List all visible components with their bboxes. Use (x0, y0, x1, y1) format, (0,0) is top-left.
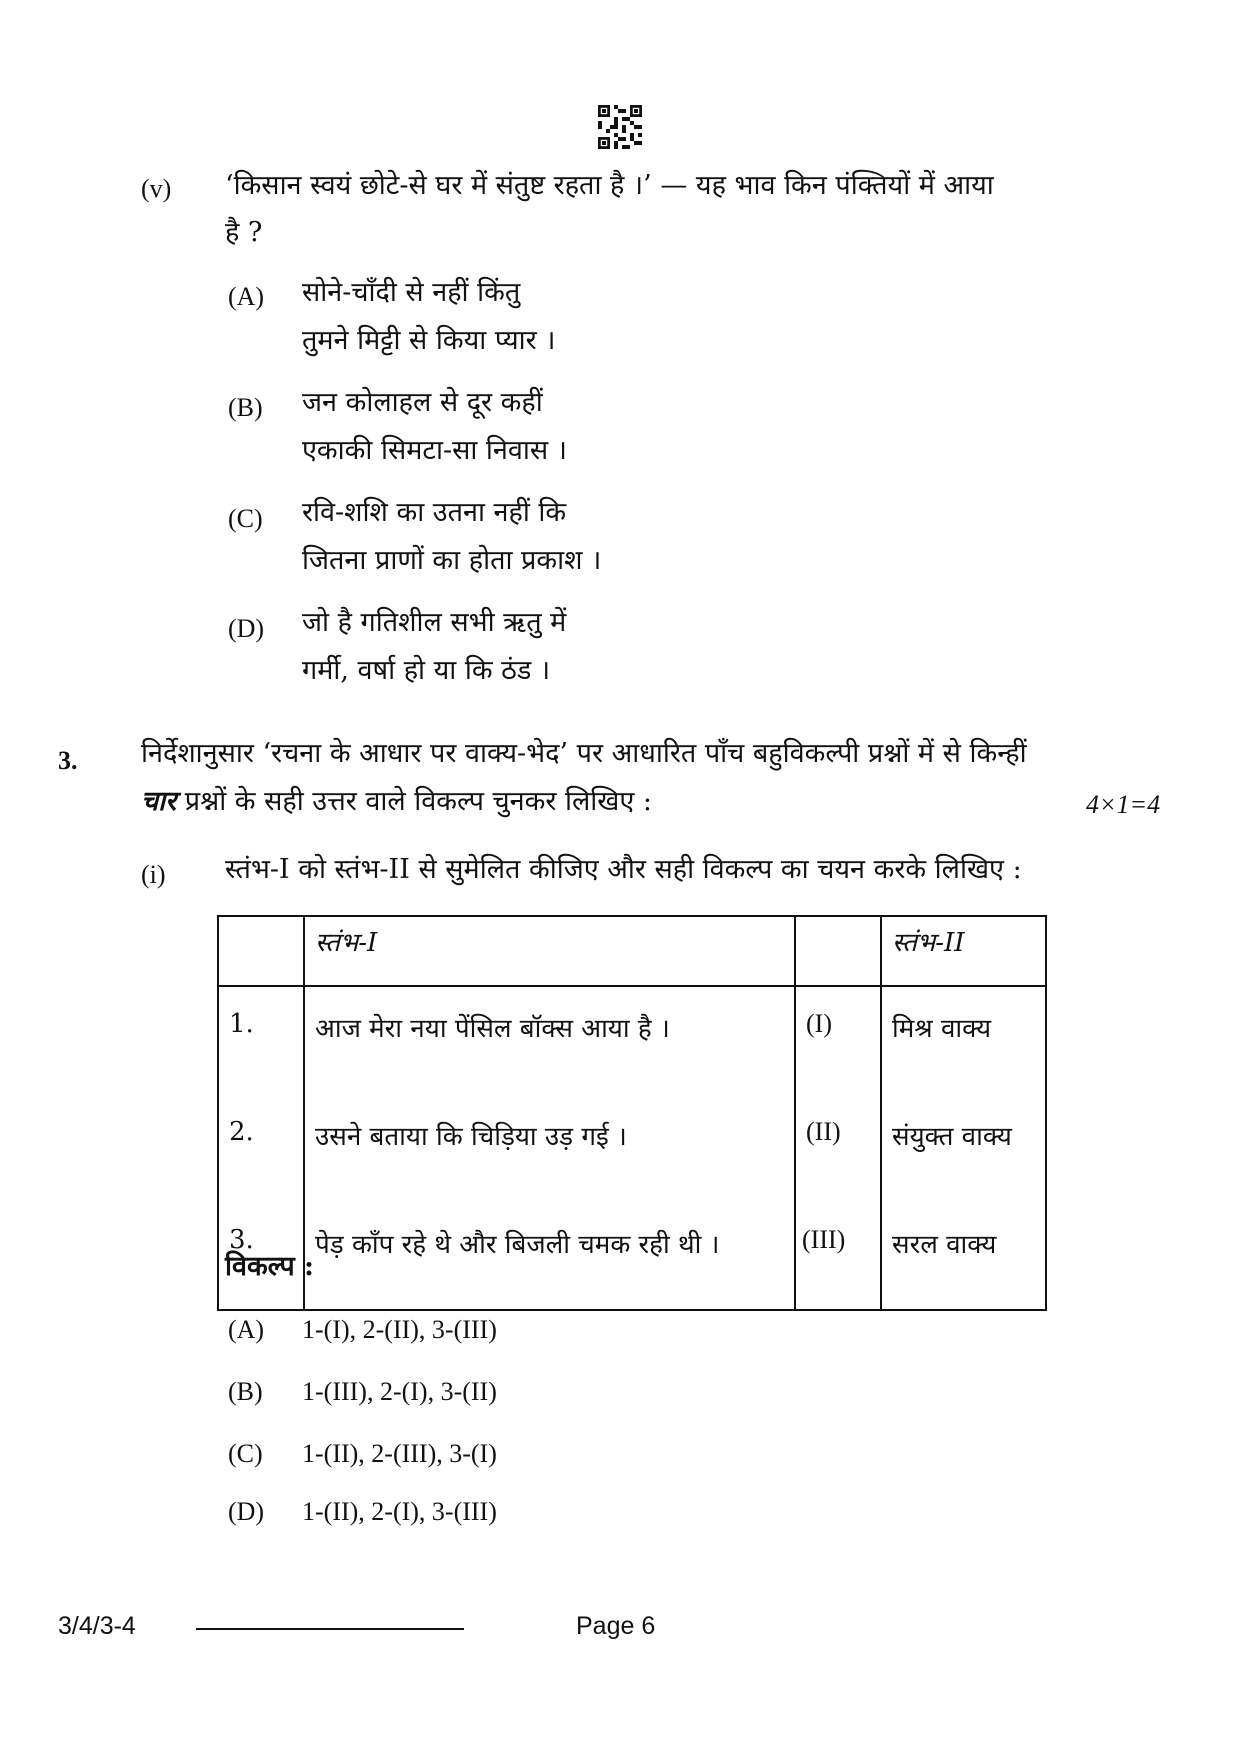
page-number: Page 6 (576, 1612, 656, 1640)
row-sentence: पेड़ काँप रहे थे और बिजली चमक रही थी । (304, 1203, 795, 1310)
option-text: 1-(I), 2-(II), 3-(III) (302, 1315, 497, 1344)
table-row (218, 986, 1046, 1095)
option-label: (B) (228, 393, 263, 422)
match-table (217, 915, 1047, 1311)
table-row (218, 1203, 1046, 1310)
question-i-number: (i) (141, 860, 166, 889)
option-text: 1-(II), 2-(III), 3-(I) (302, 1439, 497, 1468)
option-line: तुमने मिट्टी से किया प्यार । (302, 325, 556, 356)
option-line: गर्मी, वर्षा हो या कि ठंड । (302, 655, 551, 686)
option-text: 1-(II), 2-(I), 3-(III) (302, 1497, 497, 1526)
option-label: (A) (228, 1315, 265, 1344)
row-number: 1. (218, 986, 304, 1095)
option-text: 1-(III), 2-(I), 3-(II) (302, 1377, 497, 1406)
question-3-bold-word: चार (141, 786, 177, 817)
question-3-line1: निर्देशानुसार ‘रचना के आधार पर वाक्य-भेद’ पर आधारित पाँच बहुविकल्पी प्रश्नों में से किन्हीं (141, 738, 1027, 769)
qr-code-icon (598, 105, 642, 149)
option-line: सोने-चाँदी से नहीं किंतु (302, 277, 521, 308)
column-2-header: स्तंभ-II (881, 916, 1046, 986)
question-3-marks: 4×1=4 (1086, 790, 1161, 819)
question-3-number: 3. (58, 746, 78, 775)
row-type: संयुक्त वाक्य (881, 1095, 1046, 1203)
row-number: 2. (218, 1095, 304, 1203)
option-label: (A) (228, 282, 265, 311)
vikalp-heading: विकल्प : (225, 1251, 315, 1282)
option-label: (C) (228, 1439, 263, 1468)
row-sentence: आज मेरा नया पेंसिल बॉक्स आया है । (304, 986, 795, 1095)
row-number: 3. (218, 1203, 304, 1310)
option-line: रवि-शशि का उतना नहीं कि (302, 497, 567, 528)
option-label: (D) (228, 1497, 265, 1526)
table-header-row (218, 916, 1046, 986)
option-line: जितना प्राणों का होता प्रकाश । (302, 545, 602, 576)
question-3-line2-rest: प्रश्नों के सही उत्तर वाले विकल्प चुनकर लिखिए : (184, 786, 652, 817)
question-v-text-line1: ‘किसान स्वयं छोटे-से घर में संतुष्ट रहता है ।’ — यह भाव किन पंक्तियों में आया (225, 170, 994, 201)
option-label: (B) (228, 1377, 263, 1406)
question-v-number: (v) (141, 174, 172, 203)
question-3-line2 (141, 785, 652, 819)
row-roman: (III) (795, 1203, 881, 1310)
column-1-header: स्तंभ-I (304, 916, 795, 986)
row-sentence: उसने बताया कि चिड़िया उड़ गई । (304, 1095, 795, 1203)
option-line: एकाकी सिमटा-सा निवास । (302, 435, 567, 466)
footer-divider (196, 1628, 464, 1630)
option-label: (D) (228, 614, 265, 643)
option-line: जन कोलाहल से दूर कहीं (302, 387, 543, 418)
question-i-text: स्तंभ-I को स्तंभ-II से सुमेलित कीजिए और सही विकल्प का चयन करके लिखिए : (225, 854, 1022, 885)
table-row (218, 1095, 1046, 1203)
row-type: सरल वाक्य (881, 1203, 1046, 1310)
option-label: (C) (228, 504, 263, 533)
option-line: जो है गतिशील सभी ऋतु में (302, 607, 567, 638)
row-roman: (II) (795, 1095, 881, 1203)
paper-code: 3/4/3-4 (58, 1612, 136, 1640)
row-roman: (I) (795, 986, 881, 1095)
question-v-text-line2: है ? (225, 217, 263, 248)
row-type: मिश्र वाक्य (881, 986, 1046, 1095)
